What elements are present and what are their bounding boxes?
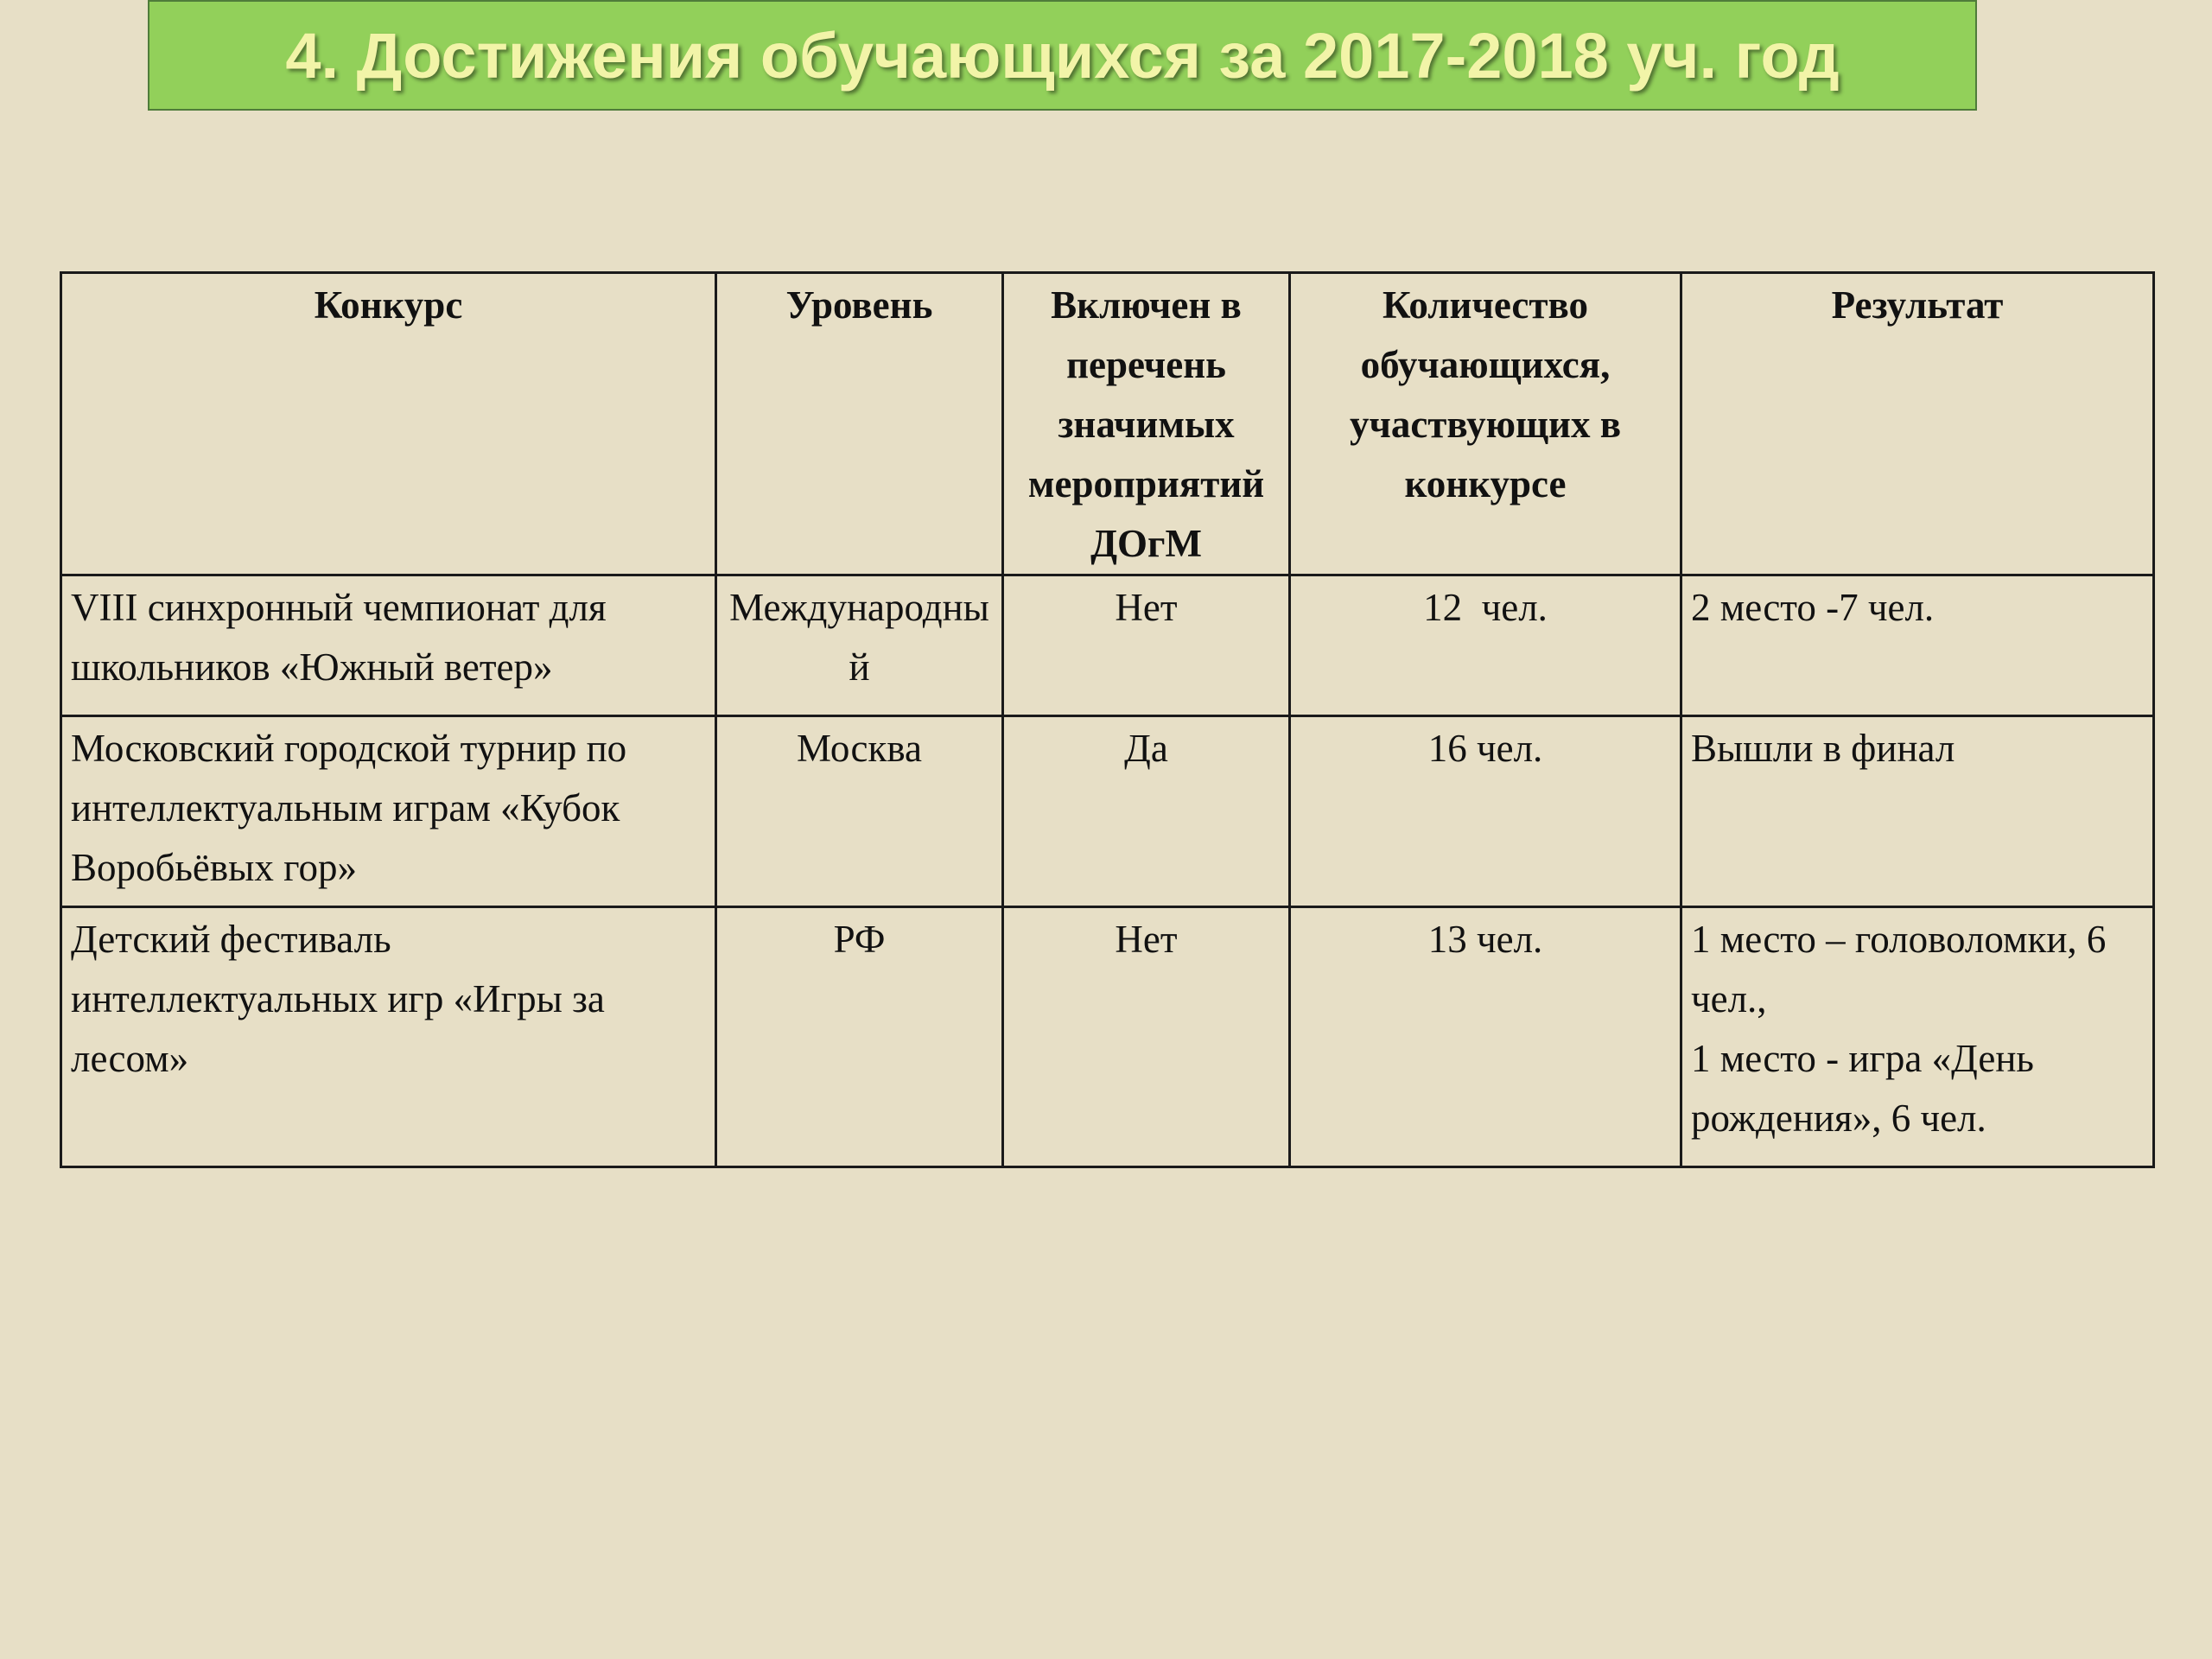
cell-result [1681, 907, 2154, 1167]
cell-level: РФ [716, 907, 1003, 1167]
result-line: 1 место – головоломки, 6 чел., [1691, 918, 2107, 1020]
cell-contest: Детский фестиваль интеллектуальных игр «Игры за лесом» [61, 907, 716, 1167]
cell-level: Москва [716, 716, 1003, 907]
cell-included: Нет [1003, 575, 1290, 716]
table-header-row [61, 273, 2154, 575]
cell-count: 16 чел. [1290, 716, 1681, 907]
result-line: 2 место -7 чел. [1691, 586, 1935, 629]
slide-title-bar [148, 0, 1977, 111]
header-result: Результат [1681, 273, 2154, 575]
table-row [61, 716, 2154, 907]
cell-contest: VIII синхронный чемпионат для школьников «Южный ветер» [61, 575, 716, 716]
header-count: Количество обучающихся, участвующих в конкурсе [1290, 273, 1681, 575]
result-line: 1 место - игра «День рождения», 6 чел. [1691, 1037, 2034, 1140]
header-included: Включен в перечень значимых мероприятий ДОгМ [1003, 273, 1290, 575]
header-contest: Конкурс [61, 273, 716, 575]
cell-included: Да [1003, 716, 1290, 907]
cell-included: Нет [1003, 907, 1290, 1167]
table-row [61, 575, 2154, 716]
cell-result [1681, 716, 2154, 907]
cell-count: 12 чел. [1290, 575, 1681, 716]
header-level: Уровень [716, 273, 1003, 575]
result-line: Вышли в финал [1691, 727, 1955, 770]
slide-title: 4. Достижения обучающихся за 2017-2018 уч. год [285, 19, 1840, 92]
table-row [61, 907, 2154, 1167]
achievements-table [60, 271, 2155, 1168]
cell-count: 13 чел. [1290, 907, 1681, 1167]
cell-level: Международный [716, 575, 1003, 716]
cell-contest: Московский городской турнир по интеллектуальным играм «Кубок Воробьёвых гор» [61, 716, 716, 907]
cell-result [1681, 575, 2154, 716]
